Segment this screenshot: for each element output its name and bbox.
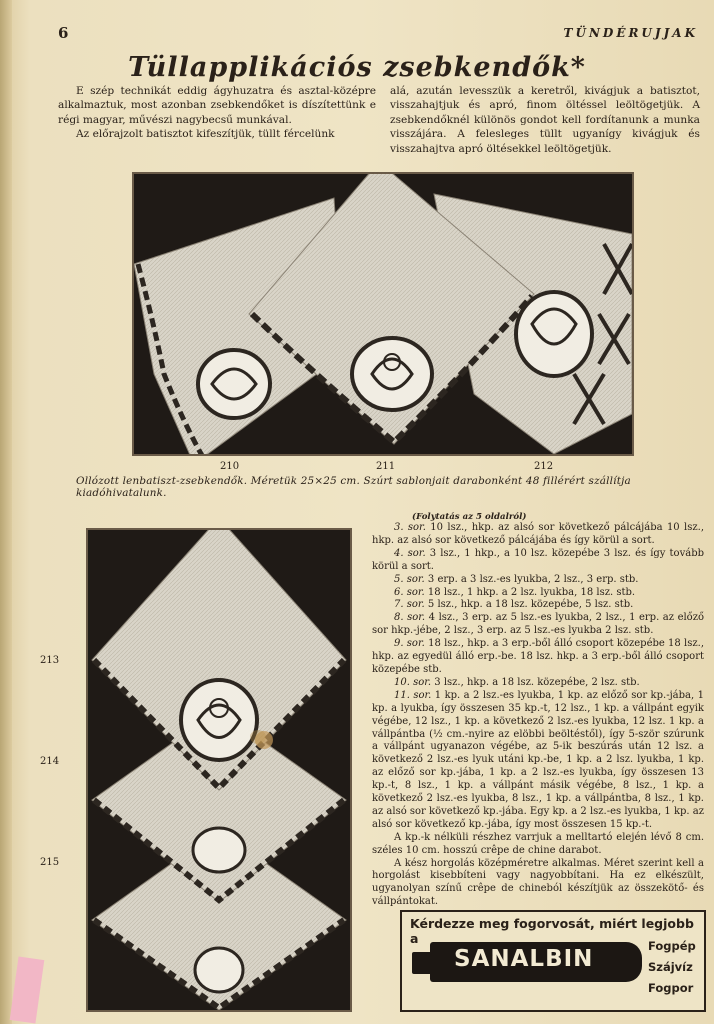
crochet-pattern-text — [372, 522, 704, 909]
row-text: 4 lsz., 3 erp. az 5 lsz.-es lyukba, 2 lsz., 1 erp. az előző sor hkp.-jébe, 2 lsz., 3 erp. az 5 lsz.-es lyukba 2 lsz. stb. — [372, 612, 704, 637]
pattern-row — [372, 599, 704, 612]
intro-paragraph-3: alá, azután levesszük a keretről, kivágjuk a batisztot, visszahajtjuk és apró, finom öltéssel leöltögetjük. A zsebkendőknél különös gondot kell fordítanunk a munka visszájára. A felesleges tüllt ugyanígy kivágjuk és visszahajtva apró öltésekkel leöltögetjük. — [390, 85, 700, 155]
figure-number-213: 213 — [40, 655, 60, 666]
figure-number-212: 212 — [534, 461, 554, 472]
paper-stain — [250, 730, 266, 744]
intro-paragraph-1: E szép technikát eddig ágyhuzatra és asztal-középre alkalmaztuk, most azonban zsebkendőket is díszítettünk e régi magyar, művészi nagybecsű munkával. — [58, 85, 376, 126]
ad-brand: SANALBIN — [454, 946, 594, 972]
row-label: 3. sor. — [394, 522, 426, 533]
ad-product: Fogpor — [648, 981, 694, 995]
row-text: 18 lsz., hkp. a 3 erp.-ből álló csoport közepébe 18 lsz., hkp. az egyedül álló erp.-be. 18 lsz. hkp. a 3 erp.-ből álló csoport közepébe stb. — [372, 638, 705, 675]
figure-number-214: 214 — [40, 756, 60, 767]
pattern-note-1: A kp.-k nélküli részhez varrjuk a melltartó elején lévő 8 cm. széles 10 cm. hosszú crêpe de chine darabot. — [372, 831, 704, 856]
row-text: 3 lsz., 1 hkp., a 10 lsz. közepébe 3 lsz. és így tovább körül a sort. — [372, 547, 704, 572]
row-label: 7. sor. — [394, 599, 425, 611]
row-label: 8. sor. — [394, 612, 426, 624]
figure-number-215: 215 — [40, 857, 60, 868]
running-title: TÜNDÉRUJJAK — [563, 26, 698, 40]
pattern-row — [372, 522, 704, 548]
row-text: 1 kp. a 2 lsz.-es lyukba, 1 kp. az előző sor kp.-jába, 1 kp. a lyukba, így összesen 35 kp.-t, 12 lsz., 1 kp. a vállpánt egyik végébe, 12 lsz., 1 kp. a következő 2 lsz.-es lyukba, 12 lsz. 1 kp. a vállpántba (½ cm.-nyire az elöbbi beöltéstől), így 5-ször szúrunk a vállpánt ugyanazon végébe, az 5-ik beszúrás után 12 lsz. a következő 2 lsz.-es lyuk utáni kp.-be, 1 kp. a 2 lsz. lyukba, 1 kp. az előző sor kp.-jába, 1 kp. a 2 lsz.-es lyukba, így összesen 13 kp.-t, 8 lsz., 1 kp. a vállpánt másik végébe, 8 lsz., 1 kp. a következő 2 lsz.-es lyukba, 8 lsz., 1 kp. a vállpántba, 8 lsz., 1 kp. az alsó sor következő kp.-jába. Egy kp. a 2 lsz.-es lyukba, 1 kp. az alsó sor következő kp.-jába, így most összesen 15 kp.-t. — [372, 689, 704, 830]
row-text: 10 lsz., hkp. az alsó sor következő pálcájába 10 lsz., hkp. az alsó sor következő pálcájába és így körül a sort. — [372, 522, 704, 546]
row-label: 6. sor. — [394, 586, 425, 598]
ad-headline: Kérdezze meg fogorvosát, miért legjobb a — [410, 916, 694, 946]
handkerchief-illustration-bottom — [88, 530, 350, 1010]
intro-column-left — [58, 84, 376, 142]
ad-product-list — [648, 936, 696, 999]
figure-number-211: 211 — [376, 461, 396, 472]
row-label: 11. sor. — [394, 689, 432, 701]
page-number: 6 — [58, 24, 69, 42]
pattern-row — [372, 612, 704, 638]
article-title: Tüllapplikációs zsebkendők* — [128, 52, 586, 83]
pattern-row — [372, 548, 704, 574]
row-text: 18 lsz., 1 hkp. a 2 lsz. lyukba, 18 lsz. stb. — [427, 586, 636, 598]
row-text: 3 erp. a 3 lsz.-es lyukba, 2 lsz., 3 erp. stb. — [427, 573, 639, 585]
handkerchief-illustration-top — [134, 174, 632, 454]
pattern-row — [372, 638, 704, 677]
sanalbin-advertisement — [400, 910, 706, 1012]
pattern-row — [372, 574, 704, 587]
pink-bookmark-tab — [10, 957, 45, 1024]
row-label: 9. sor. — [394, 638, 425, 650]
row-label: 10. sor. — [394, 676, 432, 688]
continued-note: (Folytatás az 5 oldalról) — [412, 512, 527, 522]
pattern-note-2: A kész horgolás középméretre alkalmas. Méret szerint kell a horgolást kisebbíteni vagy nagyobbítani. Ha ez elkészült, ugyanolyan színű crêpe de chineból készítjük az összekötő- és vállpántokat. — [372, 857, 704, 908]
intro-paragraph-2: Az előrajzolt batisztot kifeszítjük, tüllt fércelünk — [76, 128, 335, 141]
row-label: 4. sor. — [394, 547, 426, 559]
pattern-row — [372, 690, 704, 832]
row-text: 5 lsz., hkp. a 18 lsz. közepébe, 5 lsz. stb. — [427, 599, 634, 611]
pattern-row — [372, 677, 704, 690]
handkerchief-photo-bottom — [86, 528, 352, 1012]
intro-column-right — [390, 84, 700, 156]
row-label: 5. sor. — [394, 573, 425, 585]
figure-number-210: 210 — [220, 461, 240, 472]
ad-product: Fogpép — [648, 939, 696, 953]
figure-caption: Ollózott lenbatiszt-zsebkendők. Méretük 25×25 cm. Szúrt sablonjait darabonként 48 fillérért szállítja kiadóhivatalunk. — [76, 475, 631, 499]
pattern-row — [372, 587, 704, 600]
ad-product: Szájvíz — [648, 960, 693, 974]
row-text: 3 lsz., hkp. a 18 lsz. közepébe, 2 lsz. stb. — [434, 676, 640, 688]
handkerchief-photo-top — [132, 172, 634, 456]
page-binding-edge — [0, 0, 12, 1024]
